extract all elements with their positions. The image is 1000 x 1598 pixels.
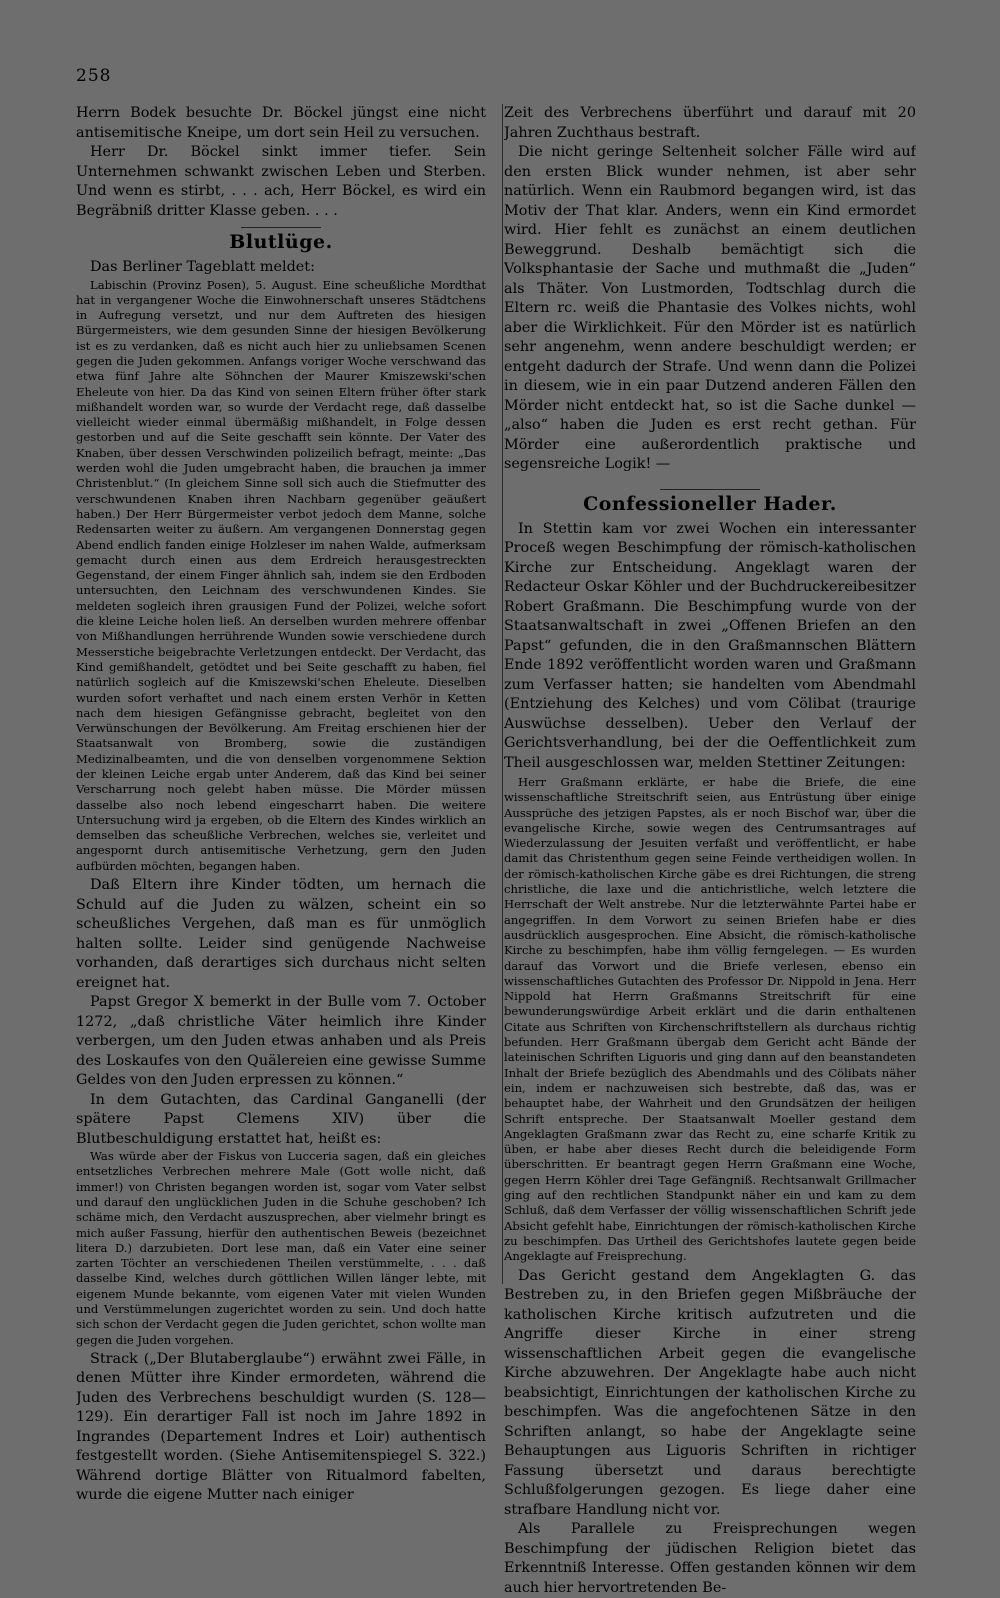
section-heading: Confessioneller Hader. (583, 492, 837, 515)
paragraph: Das Gericht gestand dem Angeklagten G. das Bestreben zu, in den Briefen gegen Mißbräuche der katholischen Kirche kritisch aufzutreten und die Angriffe dieser Kirche in einer streng wissenschaftlichen Arbeit gegen die evangelische Kirche abzuwehren. Der Angeklagte habe auch nicht beabsichtigt, Einrichtungen der katholischen Kirche zu beschimpfen. Was die angefochtenen Sätze in den Schriften anlangt, so habe der Angeklagte seine Behauptungen aus Liguoris Schriften in richtiger Fassung übersetzt und daraus berechtigte Schlußfolgerungen gezogen. Es liege daher eine strafbare Handlung nicht vor. (504, 1267, 916, 1518)
paragraph: Herrn Bodek besuchte Dr. Böckel jüngst eine nicht antisemitische Kneipe, um dort sein Heil zu versuchen. (76, 105, 486, 141)
paragraph: Papst Gregor X bemerkt in der Bulle vom 7. October 1272, „daß christliche Väter heimlich ihre Kinder verbergen, um den Juden etwas anhaben und als Preis des Loskaufes von den Quälereien eine gewisse Summe Geldes von den Juden erpressen zu können.“ (76, 994, 486, 1089)
quoted-report: Was würde aber der Fiskus von Lucceria sagen, daß ein gleiches entsetzliches Verbrechen mehrere Male (Gott wolle nicht, daß immer!) von Christen begangen worden ist, sogar vom Vater selbst und darauf den unglücklichen Juden in die Schuhe geschoben? Ich schäme mich, den Verdacht auszusprechen, aber vielmehr bringt es mich außer Fassung, hierfür den authentischen Beweis (bezeichnet litera D.) darzubieten. Dort lese man, daß ein Vater eine seiner zarten Töchter an verschiedenen Theilen verstümmelte, . . . daß dasselbe Kind, welches durch göttlichen Willen länger lebte, mit eigenem Munde bekannte, vom eigenen Vater mit vielen Wunden und Verstümmelungen zugerichtet worden zu sein. Und doch hatte sich schon der Verdacht gegen die Juden gerichtet, schon wollte man gegen die Juden vorgehen. (76, 1149, 486, 1347)
paragraph: Das Berliner Tageblatt meldet: (90, 259, 315, 275)
right-column (504, 104, 916, 1598)
section-heading: Blutlüge. (229, 231, 333, 253)
paragraph: Die nicht geringe Seltenheit solcher Fälle wird auf den ersten Blick wunder nehmen, ist aber sehr natürlich. Wenn ein Raubmord begangen wird, ist das Motiv der That klar. Anders, wenn ein Kind ermordet wird. Hier fehlt es zunächst an einem deutlichen Beweggrund. Deshalb bemächtigt sich die Volksphantasie der Sache und muthmaßt die „Juden“ als Thäter. Von Lustmorden, Todtschlag durch die Eltern rc. weiß die Phantasie des Volkes nichts, wohl aber die Wirklichkeit. Für den Mörder ist es natürlich sehr angenehm, wenn andere beschuldigt werden; er entgeht dadurch der Strafe. Und wenn dann die Polizei in diesem, wie in ein paar Dutzend anderen Fällen den Mörder nicht entdeckt hat, so ist die Sache dunkel — „also“ haben die Juden es erst recht gethan. Für Mörder eine außerordentlich praktische und segensreiche Logik! — (504, 144, 916, 472)
left-column (76, 104, 486, 1598)
paragraph: Daß Eltern ihre Kinder tödten, um hernach die Schuld auf die Juden zu wälzen, scheint ein so scheußliches Vergehen, daß man es für unmöglich halten sollte. Leider sind genügende Nachweise vorhanden, daß derartiges sich durchaus nicht selten ereignet hat. (76, 877, 486, 991)
paragraph: In dem Gutachten, das Cardinal Ganganelli (der spätere Papst Clemens XIV) über die Blutbeschuldigung erstattet hat, heißt es: (76, 1091, 486, 1147)
divider (660, 489, 760, 490)
divider (241, 227, 321, 228)
columns (76, 104, 916, 1598)
quoted-report: Labischin (Provinz Posen), 5. August. Eine scheußliche Mordthat hat in vergangener Woche die Einwohnerschaft unseres Städtchens in Aufregung versetzt, und nur dem Auftreten des hiesigen Bürgermeisters, wie dem gesunden Sinne der hiesigen Bevölkerung ist es zu verdanken, daß es nicht auch hier zu unliebsamen Scenen gegen die Juden gekommen. Anfangs voriger Woche verschwand das etwa fünf Jahre alte Söhnchen der Maurer Kmiszewski'schen Eheleute von hier. Da das Kind von seinen Eltern früher öfter stark mißhandelt worden war, so wurde der Verdacht rege, daß dasselbe vielleicht wieder einmal übermäßig mißhandelt, in Folge dessen gestorben und auf die Seite geschafft sein könnte. Der Vater des Knaben, über dessen Verschwinden polizeilich befragt, meinte: „Das werden wohl die Juden umgebracht haben, die brauchen ja immer Christenblut.“ (In gleichem Sinne soll sich auch die Stiefmutter des verschwundenen Knaben ihren Nachbarn gegenüber geäußert haben.) Der Herr Bürgermeister verbot jedoch dem Manne, solche Redensarten weiter zu äußern. Am vergangenen Donnerstag gegen Abend endlich fanden einige Holzleser im nahen Walde, aufmerksam gemacht durch einen aus dem Erdreich herausgestreckten Gegenstand, der einem Finger ähnlich sah, indem sie den Erdboden untersuchten, den Leichnam des verschwundenen Kindes. Sie meldeten sogleich ihren grausigen Fund der Polizei, welche sofort die kleine Leiche holen ließ. An derselben wurden mehrere offenbar von Mißhandlungen herrührende Wunden sowie verschiedene durch Messerstiche beigebrachte Verletzungen entdeckt. Der Verdacht, das Kind gemißhandelt, getödtet und bei Seite geschafft zu haben, fiel natürlich sogleich auf die Kmiszewski'schen Eheleute. Dieselben wurden sofort verhaftet und nach einem ersten Verhör in Ketten nach dem hiesigen Gefängnisse gebracht, begleitet von den Verwünschungen der Bevölkerung. Am Freitag erschienen hier der Staatsanwalt von Bromberg, sowie die zuständigen Medizinalbeamten, und die von denselben vorgenommene Sektion der kleinen Leiche ergab unter Anderem, daß das Kind bei seiner Verscharrung noch gelebt haben müsse. Die Mörder müssen dasselbe also noch lebend eingescharrt haben. Die weitere Untersuchung wird ja ergeben, ob die Eltern des Kindes wirklich an demselben das scheußliche Verbrechen, welches sie, verleitet und angespornt durch antisemitische Verhetzung, gern den Juden aufbürden möchten, begangen haben. (76, 277, 486, 873)
paragraph: Herr Dr. Böckel sinkt immer tiefer. Sein Unternehmen schwankt zwischen Leben und Sterben. Und wenn es stirbt, . . . ach, Herr Böckel, es wird ein Begräbniß dritter Klasse geben. . . . (76, 144, 486, 219)
paragraph: Zeit des Verbrechens überführt und darauf mit 20 Jahren Zuchthaus bestraft. (504, 105, 916, 141)
paragraph: Als Parallele zu Freisprechungen wegen Beschimpfung der jüdischen Religion bietet das Erkenntniß Interesse. Offen gestanden können wir dem auch hier hervortretenden Be- (504, 1521, 916, 1596)
paragraph: In Stettin kam vor zwei Wochen ein interessanter Proceß wegen Beschimpfung der römisch-katholischen Kirche zur Entscheidung. Angeklagt waren der Redacteur Oskar Köhler und der Buchdruckereibesitzer Robert Graßmann. Die Beschimpfung wurde von der Staatsanwaltschaft in zwei „Offenen Briefen an den Papst“ gefunden, die in den Graßmannschen Blättern Ende 1892 veröffentlicht worden waren und Graßmann zum Verfasser hatten; sie handelten vom Abendmahl (Entziehung des Kelches) und vom Cölibat (traurige Auswüchse desselben). Ueber den Verlauf der Gerichtsverhandlung, bei der die Oeffentlichkeit zum Theil ausgeschlossen war, melden Stettiner Zeitungen: (504, 520, 916, 771)
quoted-report: Herr Graßmann erklärte, er habe die Briefe, die eine wissenschaftliche Streitschrift seien, aus Entrüstung über einige Aussprüche des jetzigen Papstes, als er noch Bischof war, über die evangelische Kirche, sowie wegen des Centrumsantrages auf Wiederzulassung der Jesuiten verfaßt und veröffentlicht, er habe damit das Christenthum gegen seine Feinde vertheidigen wollen. In der römisch-katholischen Kirche gäbe es drei Richtungen, die streng christliche, die laxe und die antichristliche, welch letztere die Herrschaft der Welt anstrebe. Nur die letzterwähnte Partei habe er angegriffen. In dem Vorwort zu seinen Briefen habe er dies ausdrücklich ausgesprochen. Eine Absicht, die römisch-katholische Kirche zu beschimpfen, habe ihm völlig ferngelegen. — Es wurden darauf das Vorwort und die Briefe verlesen, ebenso ein wissenschaftliches Gutachten des Professor Dr. Nippold in Jena. Herr Nippold hat Herrn Graßmanns Streitschrift für eine bewunderungswürdige Arbeit erklärt und die darin enthaltenen Citate aus Schriften von Kirchenschriftstellern als durchaus richtig befunden. Herr Graßmann übergab dem Gericht acht Bände der lateinischen Schriften Liguoris und ging dann auf den beanstandeten Inhalt der Briefe bezüglich des Abendmahls und des Cölibats näher ein, indem er nachzuweisen sich bestrebte, daß das, was er behauptet habe, der Wahrheit und den Grundsätzen der heiligen Schrift entspreche. Der Staatsanwalt Moeller gestand dem Angeklagten Graßmann zwar das Recht zu, eine scharfe Kritik zu üben, er habe aber dieses Recht durch die beleidigende Form überschritten. Er beantragt gegen Herrn Graßmann eine Woche, gegen Herrn Köhler drei Tage Gefängniß. Rechtsanwalt Grillmacher ging auf den rechtlichen Standpunkt näher ein und kam zu dem Schluß, daß dem Verfasser der völlig wissenschaftlichen Schrift jede Absicht gefehlt habe, Einrichtungen der römisch-katholischen Kirche zu beschimpfen. Das Urtheil des Gerichtshofes lautete gegen beide Angeklagte auf Freisprechung. (504, 775, 916, 1264)
paragraph: Strack („Der Blutaberglaube“) erwähnt zwei Fälle, in denen Mütter ihre Kinder ermordeten, während die Juden des Verbrechens beschuldigt wurden (S. 128—129). Ein derartiger Fall ist noch im Jahre 1892 in Ingrandes (Departement Indres et Loir) authentisch festgestellt worden. (Siehe Antisemitenspiegel S. 322.) Während dortige Blätter von Ritualmord fabelten, wurde die eigene Mutter nach einiger (76, 1350, 486, 1504)
page-number: 258 (76, 66, 112, 86)
